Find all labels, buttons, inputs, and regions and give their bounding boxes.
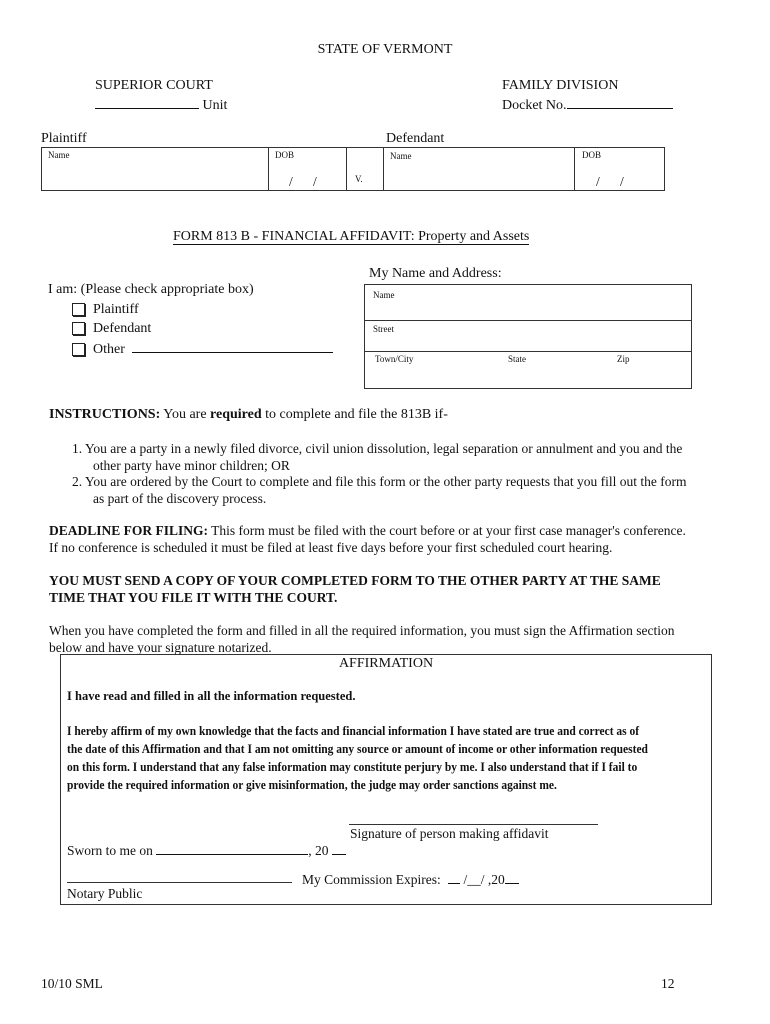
unit-field[interactable] — [95, 96, 227, 114]
footer-code: 10/10 SML — [41, 976, 103, 991]
defendant-checkbox[interactable] — [72, 322, 85, 335]
signature-label: Signature of person making affidavit — [350, 826, 549, 841]
affirmation-line-2: the date of this Affirmation and that I am not omitting any source or amount of income or other information requested — [67, 742, 648, 756]
option-other-label: Other — [93, 342, 125, 357]
commission-date: /__/ ,20 — [463, 872, 505, 887]
parties-table — [41, 147, 665, 191]
sworn-date-line[interactable] — [156, 842, 308, 855]
defendant-dob-field[interactable]: DOB — [582, 150, 602, 160]
deadline-notice — [49, 522, 739, 556]
defendant-label: Defendant — [386, 131, 445, 146]
instruction-item-2-line-b: as part of the discovery process. — [93, 491, 267, 506]
option-defendant-label: Defendant — [93, 321, 152, 336]
form-title-text: FORM 813 B - FINANCIAL AFFIDAVIT: Property and Assets — [173, 229, 530, 244]
sworn-label: Sworn to me on — [67, 843, 153, 858]
deadline-text-b: If no conference is scheduled it must be filed at least five days before your first scheduled court hearing. — [49, 540, 613, 555]
notary-public-label: Notary Public — [67, 886, 143, 901]
versus-label: V. — [355, 174, 363, 184]
instructions-text-b: to complete and file the 813B if- — [265, 407, 448, 422]
copy-notice — [49, 572, 739, 606]
deadline-text-a: This form must be filed with the court before or at your first case manager's conference. — [211, 523, 686, 538]
instruction-item-2 — [72, 473, 732, 507]
plaintiff-checkbox[interactable] — [72, 303, 85, 316]
instruction-item-2-line-a: 2. You are ordered by the Court to complete and file this form or the other party requests that you fill out the form — [72, 474, 687, 489]
sworn-year-prefix: , 20 — [308, 843, 329, 858]
address-zip-field[interactable]: Zip — [617, 354, 630, 364]
address-name-field[interactable]: Name — [373, 290, 395, 300]
commission-year-line[interactable] — [505, 871, 519, 884]
affirmation-line-4: provide the required information or give misinformation, the judge may order sanctions against me. — [67, 778, 557, 792]
affirmation-paragraph — [67, 722, 702, 794]
affirmation-line-1: I hereby affirm of my own knowledge that the facts and financial information I have stated are true and correct as of — [67, 724, 640, 738]
docket-field[interactable] — [502, 96, 673, 114]
unit-label: Unit — [202, 98, 228, 113]
option-other[interactable] — [72, 340, 333, 358]
commission-label: My Commission Expires: — [302, 872, 441, 887]
affirmation-title: AFFIRMATION — [338, 656, 434, 671]
instruction-item-1 — [72, 440, 732, 474]
plaintiff-name-field[interactable]: Name — [48, 150, 70, 160]
other-checkbox[interactable] — [72, 343, 85, 356]
address-heading: My Name and Address: — [369, 266, 502, 281]
copy-notice-line-2: TIME THAT YOU FILE IT WITH THE COURT. — [49, 590, 338, 605]
other-specify-field[interactable] — [132, 340, 333, 353]
plaintiff-dob-field[interactable]: DOB — [275, 150, 295, 160]
address-street-field[interactable]: Street — [373, 324, 394, 334]
copy-notice-line-1: YOU MUST SEND A COPY OF YOUR COMPLETED FORM TO THE OTHER PARTY AT THE SAME — [49, 573, 661, 588]
address-town-field[interactable]: Town/City — [375, 354, 414, 364]
affirmation-read-statement: I have read and filled in all the information requested. — [67, 689, 356, 703]
option-plaintiff-label: Plaintiff — [93, 302, 139, 317]
plaintiff-label: Plaintiff — [41, 131, 87, 146]
commission-month-line[interactable] — [448, 871, 460, 884]
instructions-text-a: You are — [163, 407, 207, 422]
superior-court-label: SUPERIOR COURT — [95, 78, 213, 93]
instructions-label: INSTRUCTIONS: — [49, 407, 161, 422]
plaintiff-dob-slashes: / / — [289, 174, 317, 189]
completion-instructions — [49, 622, 739, 656]
instruction-item-1-line-b: other party have minor children; OR — [93, 458, 290, 473]
completion-line-2: below and have your signature notarized. — [49, 640, 272, 655]
option-defendant[interactable] — [72, 321, 151, 337]
form-title — [173, 229, 529, 245]
sworn-year-line[interactable] — [332, 842, 346, 855]
instructions — [49, 407, 448, 423]
defendant-name-field[interactable]: Name — [390, 151, 412, 161]
page-number: 12 — [661, 976, 675, 991]
instructions-required: required — [210, 407, 262, 422]
deadline-label: DEADLINE FOR FILING: — [49, 523, 209, 538]
family-division-label: FAMILY DIVISION — [502, 78, 619, 93]
docket-label: Docket No. — [502, 98, 567, 113]
address-state-field[interactable]: State — [508, 354, 526, 364]
state-heading — [0, 42, 770, 58]
notary-signature-line[interactable] — [67, 882, 292, 883]
completion-line-1: When you have completed the form and filled in all the required information, you must sign the Affirmation section — [49, 623, 675, 638]
sworn-date-field[interactable] — [67, 842, 346, 859]
option-plaintiff[interactable] — [72, 302, 139, 318]
iam-prompt: I am: (Please check appropriate box) — [48, 282, 254, 297]
signature-line[interactable] — [349, 824, 598, 825]
commission-expires-field[interactable] — [302, 871, 519, 888]
affirmation-line-3: on this form. I understand that any false information may constitute perjury by me. I also understand that if I fail to — [67, 760, 638, 774]
instruction-item-1-line-a: 1. You are a party in a newly filed divorce, civil union dissolution, legal separation or annulment and you and the — [72, 441, 683, 456]
address-box — [364, 284, 692, 389]
defendant-dob-slashes: / / — [596, 174, 624, 189]
state-text: STATE OF VERMONT — [317, 42, 453, 57]
